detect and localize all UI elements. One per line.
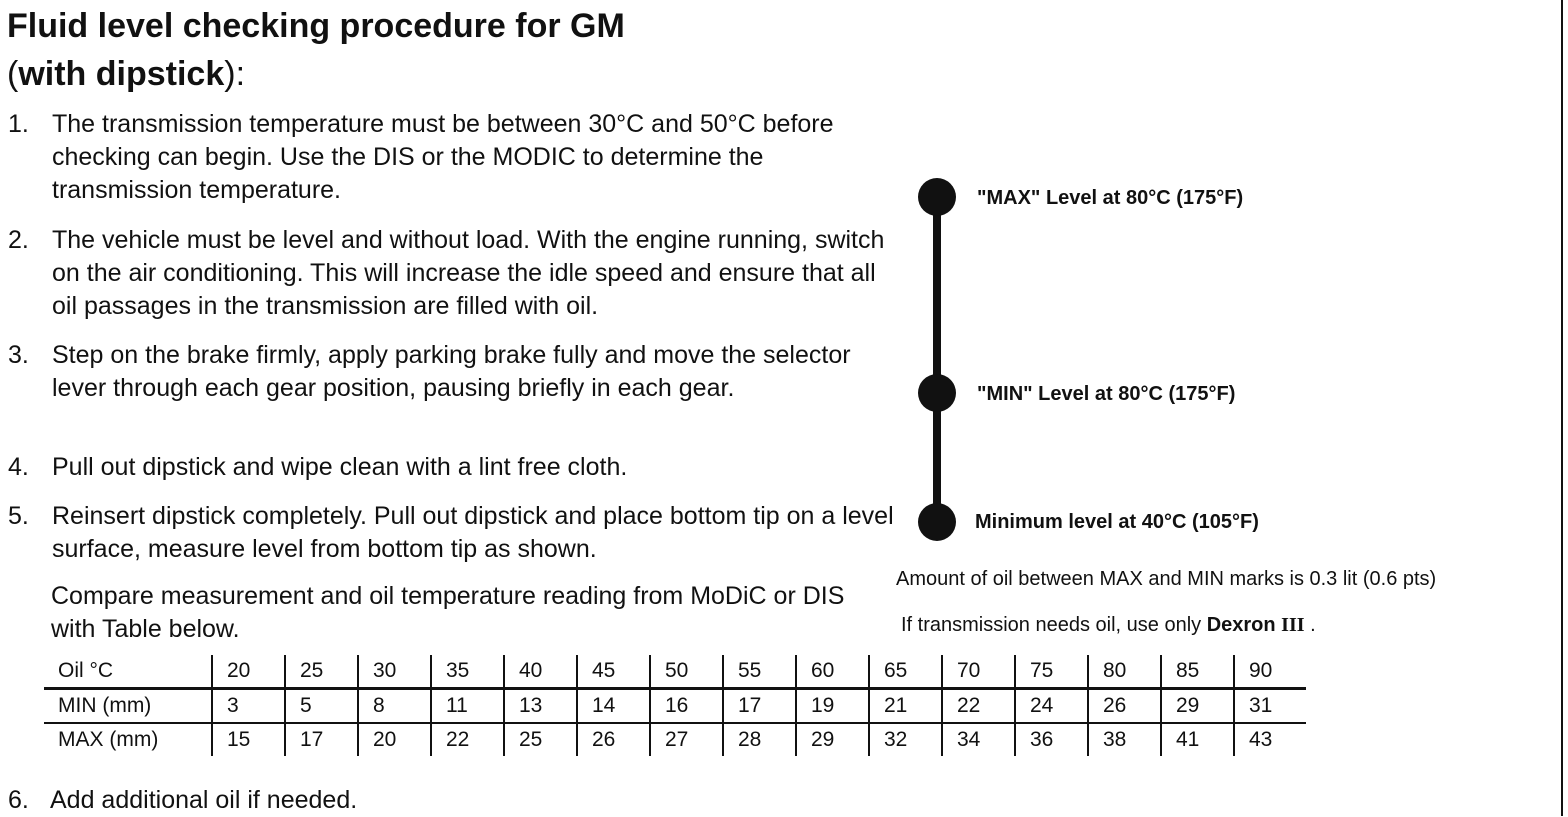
cell-max-mm: 20	[358, 723, 431, 756]
cell-oil-temp: 70	[942, 655, 1015, 689]
minimum-level-label: Minimum level at 40°C (105°F)	[975, 511, 1259, 533]
cell-oil-temp: 55	[723, 655, 796, 689]
table-row-oil-temp	[44, 655, 1306, 689]
max-level-label: "MAX" Level at 80°C (175°F)	[977, 187, 1244, 209]
step-text: The transmission temperature must be between 30°C and 50°C before checking can begin. Use the DIS or the MODIC to determine the transmission temperature.	[52, 110, 834, 204]
cell-min-mm: 26	[1088, 689, 1161, 724]
title-line-1: Fluid level checking procedure for GM	[7, 7, 625, 45]
cell-max-mm: 17	[285, 723, 358, 756]
oil-type-prefix: If transmission needs oil, use only	[901, 614, 1207, 636]
step-text: Add additional oil if needed.	[50, 786, 358, 814]
cell-min-mm: 19	[796, 689, 869, 724]
step-number: 5.	[8, 502, 29, 530]
max-mark-dot	[918, 178, 956, 216]
cell-max-mm: 32	[869, 723, 942, 756]
cell-oil-temp: 45	[577, 655, 650, 689]
cell-max-mm: 36	[1015, 723, 1088, 756]
cell-max-mm: 15	[212, 723, 285, 756]
cell-max-mm: 26	[577, 723, 650, 756]
row-label-max: MAX (mm)	[58, 728, 159, 751]
cell-max-mm: 43	[1234, 723, 1306, 756]
oil-amount-note: Amount of oil between MAX and MIN marks is 0.3 lit (0.6 pts)	[896, 568, 1437, 590]
cell-oil-temp: 20	[212, 655, 285, 689]
cell-min-mm: 11	[431, 689, 504, 724]
cell-min-mm: 5	[285, 689, 358, 724]
cell-max-mm: 38	[1088, 723, 1161, 756]
cell-max-mm: 41	[1161, 723, 1234, 756]
cell-oil-temp: 90	[1234, 655, 1306, 689]
cell-oil-temp: 50	[650, 655, 723, 689]
step-number: 2.	[8, 226, 29, 254]
cell-oil-temp: 60	[796, 655, 869, 689]
cell-max-mm: 27	[650, 723, 723, 756]
title-with-dipstick: with dipstick	[18, 55, 225, 93]
cell-oil-temp: 80	[1088, 655, 1161, 689]
oil-level-table	[44, 655, 1306, 756]
oil-brand: Dexron	[1206, 614, 1276, 636]
compare-instruction: Compare measurement and oil temperature reading from MoDiC or DIS with Table below.	[51, 582, 845, 643]
cell-min-mm: 13	[504, 689, 577, 724]
step-number: 3.	[8, 341, 29, 369]
cell-max-mm: 34	[942, 723, 1015, 756]
cell-max-mm: 29	[796, 723, 869, 756]
row-label-oil-temp: Oil °C	[44, 655, 212, 689]
table-row-max	[44, 723, 1306, 756]
cell-min-mm: 16	[650, 689, 723, 724]
step-number: 6.	[8, 786, 29, 814]
cell-min-mm: 3	[212, 689, 285, 724]
cell-oil-temp: 35	[431, 655, 504, 689]
cell-min-mm: 22	[942, 689, 1015, 724]
cell-oil-temp: 25	[285, 655, 358, 689]
oil-grade: III	[1281, 614, 1305, 636]
cell-max-mm: 28	[723, 723, 796, 756]
cell-min-mm: 17	[723, 689, 796, 724]
cell-min-mm: 31	[1234, 689, 1306, 724]
step-number: 4.	[8, 453, 29, 481]
cell-oil-temp: 65	[869, 655, 942, 689]
title-line-2	[7, 50, 807, 98]
oil-type-note	[901, 613, 1316, 637]
oil-type-suffix: .	[1304, 614, 1316, 636]
step-text: Step on the brake firmly, apply parking brake fully and move the selector lever through each gear position, pausing briefly in each gear.	[52, 341, 851, 402]
cell-oil-temp: 85	[1161, 655, 1234, 689]
cell-oil-temp: 40	[504, 655, 577, 689]
cell-min-mm: 29	[1161, 689, 1234, 724]
cell-min-mm: 8	[358, 689, 431, 724]
page-title	[7, 2, 807, 98]
min-mark-dot	[918, 374, 956, 412]
step-number: 1.	[8, 110, 29, 138]
dipstick-rod	[933, 198, 941, 522]
min-level-label: "MIN" Level at 80°C (175°F)	[977, 383, 1236, 405]
cell-min-mm: 14	[577, 689, 650, 724]
step-text: Pull out dipstick and wipe clean with a lint free cloth.	[52, 453, 628, 481]
step-text: Reinsert dipstick completely. Pull out dipstick and place bottom tip on a level surface, measure level from bottom tip as shown.	[52, 502, 894, 563]
row-label-min: MIN (mm)	[44, 689, 212, 724]
cell-min-mm: 24	[1015, 689, 1088, 724]
cell-min-mm: 21	[869, 689, 942, 724]
minimum-mark-dot	[918, 503, 956, 541]
step-text: The vehicle must be level and without load. With the engine running, switch on the air conditioning. This will increase the idle speed and ensure that all oil passages in the transmission are filled with oil.	[52, 226, 885, 320]
title-paren-close: ):	[224, 55, 246, 93]
cell-oil-temp: 30	[358, 655, 431, 689]
cell-oil-temp: 75	[1015, 655, 1088, 689]
title-paren-open: (	[7, 55, 19, 93]
table-row-min	[44, 689, 1306, 724]
page-edge-line	[1561, 0, 1563, 816]
cell-max-mm: 22	[431, 723, 504, 756]
cell-max-mm: 25	[504, 723, 577, 756]
